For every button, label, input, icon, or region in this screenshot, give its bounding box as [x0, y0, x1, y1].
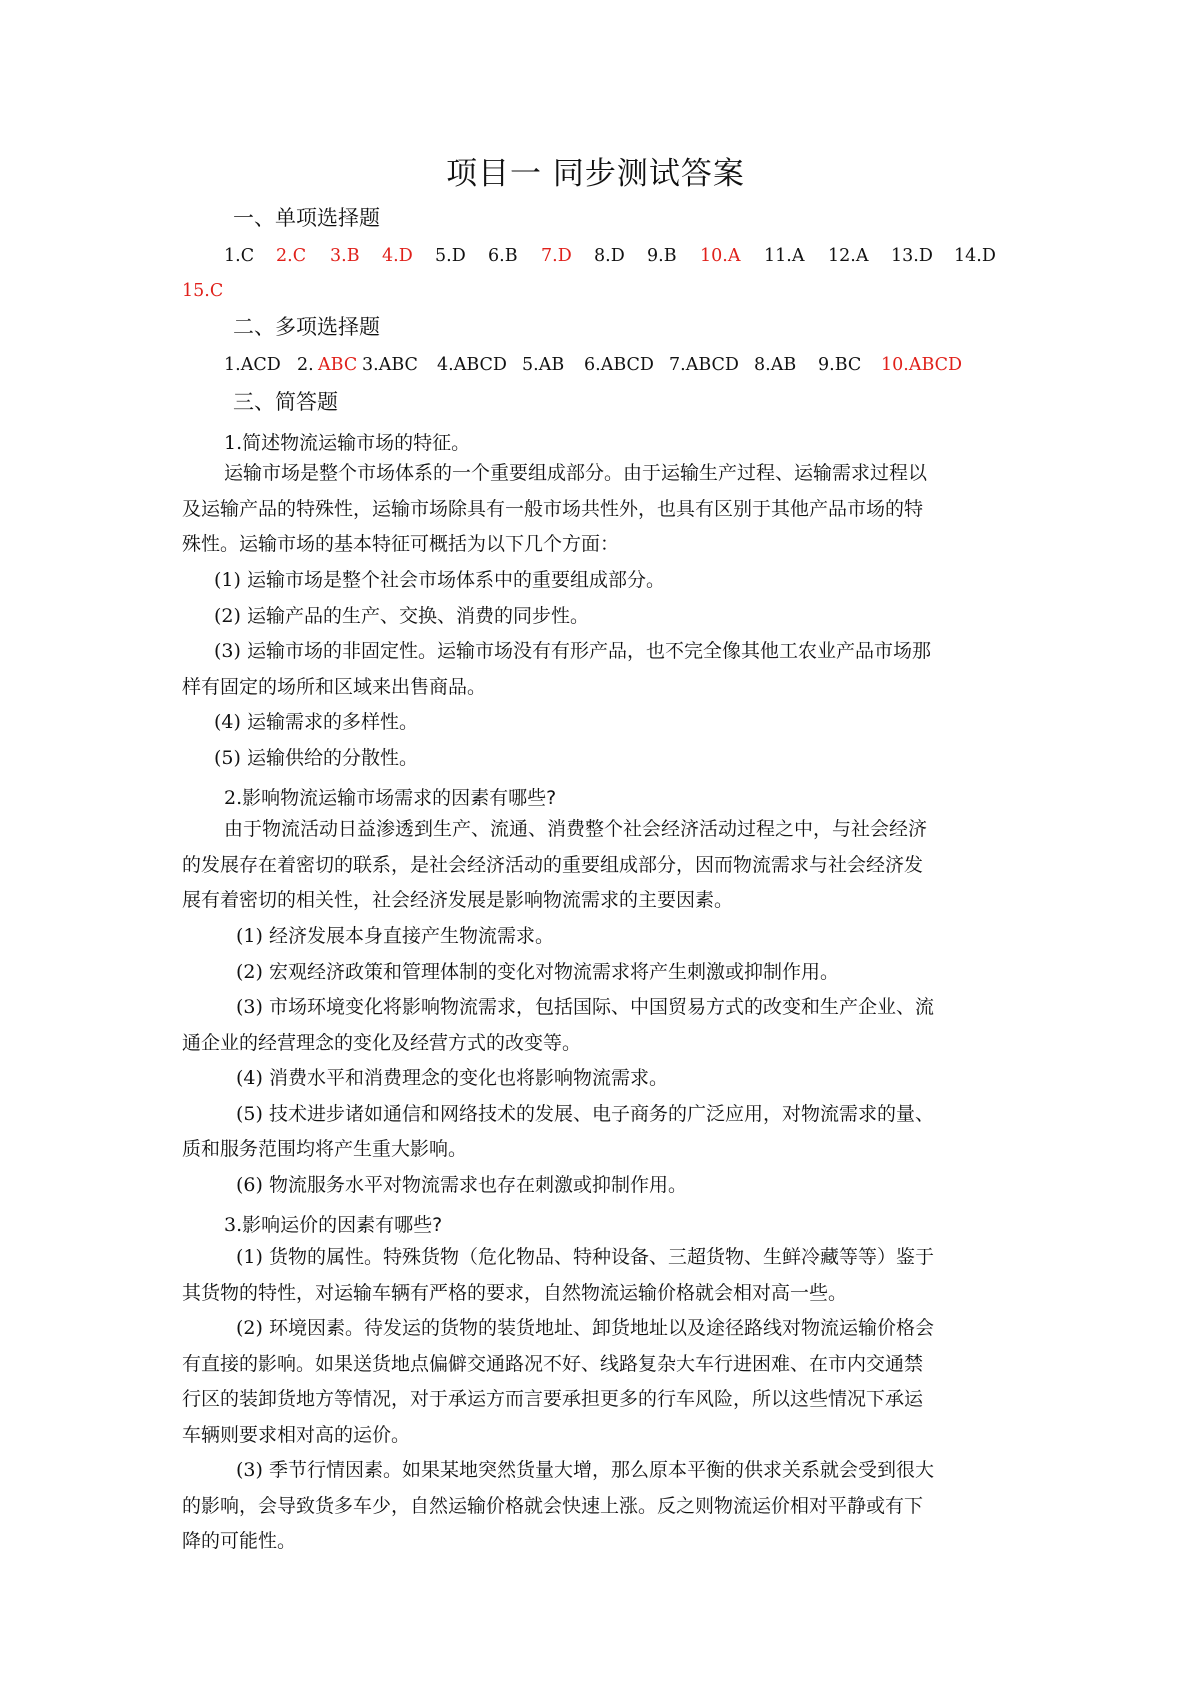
section-heading-single-choice: 一、单项选择题 — [233, 206, 380, 230]
answer-item: 5.AB — [522, 355, 565, 375]
answer-item: 2. — [297, 355, 314, 375]
q3-points — [182, 1240, 934, 1560]
paragraph-line: 展有着密切的相关性，社会经济发展是影响物流需求的主要因素。 — [182, 889, 734, 911]
list-item-continuation: 车辆则要求相对高的运价。 — [182, 1423, 411, 1446]
page-title: 项目一 同步测试答案 — [446, 156, 745, 192]
list-item: (2) 环境因素。待发运的货物的装货地址、卸货地址以及途径路线对物流运输价格会 — [236, 1317, 934, 1339]
answer-item: 6.ABCD — [584, 355, 654, 375]
answer-item: 1.ACD — [224, 355, 281, 375]
list-item: (4) 消费水平和消费理念的变化也将影响物流需求。 — [236, 1067, 668, 1089]
question-number: 3. — [224, 1214, 243, 1236]
list-item: (3) 运输市场的非固定性。运输市场没有有形产品，也不完全像其他工农业产品市场那 — [214, 640, 931, 662]
section-heading-multiple-choice: 二、多项选择题 — [233, 315, 380, 339]
answer-item: 10.A — [700, 246, 741, 266]
question-text: 简述物流运输市场的特征。 — [242, 432, 471, 454]
answer-item: 8.AB — [754, 355, 797, 375]
q1-points — [182, 563, 931, 776]
list-item-continuation: 其货物的特性，对运输车辆有严格的要求，自然物流运输价格就会相对高一些。 — [182, 1281, 848, 1304]
list-item: (1) 运输市场是整个社会市场体系中的重要组成部分。 — [214, 569, 665, 591]
answer-item: 8.D — [594, 246, 625, 266]
question-text: 影响运价的因素有哪些? — [242, 1214, 443, 1236]
list-item: (3) 季节行情因素。如果某地突然货量大增，那么原本平衡的供求关系就会受到很大 — [236, 1459, 934, 1481]
paragraph-line: 运输市场是整个市场体系的一个重要组成部分。由于运输生产过程、运输需求过程以 — [224, 462, 928, 484]
list-item: (4) 运输需求的多样性。 — [214, 711, 418, 733]
question-number: 2. — [224, 787, 243, 809]
q2-intro — [182, 812, 927, 919]
list-item: (1) 货物的属性。特殊货物（危化物品、特种设备、三超货物、生鲜冷藏等等）鉴于 — [236, 1246, 934, 1268]
answer-item: 1.C — [224, 246, 255, 266]
answer-item: 11.A — [764, 246, 805, 266]
answer-item: 13.D — [891, 246, 933, 266]
answer-item: 5.D — [435, 246, 466, 266]
list-item: (6) 物流服务水平对物流需求也存在刺激或抑制作用。 — [236, 1173, 687, 1196]
paragraph-line: 的发展存在着密切的联系，是社会经济活动的重要组成部分，因而物流需求与社会经济发 — [182, 853, 924, 876]
list-item: (5) 运输供给的分散性。 — [214, 746, 418, 769]
paragraph-line: 由于物流活动日益渗透到生产、流通、消费整个社会经济活动过程之中，与社会经济 — [224, 818, 928, 840]
list-item: (1) 经济发展本身直接产生物流需求。 — [236, 925, 554, 947]
answer-item: 4.ABCD — [437, 355, 507, 375]
list-item: (5) 技术进步诸如通信和网络技术的发展、电子商务的广泛应用，对物流需求的量、 — [236, 1102, 934, 1125]
list-item: (2) 运输产品的生产、交换、消费的同步性。 — [214, 604, 589, 627]
list-item-continuation: 的影响，会导致货多车少，自然运输价格就会快速上涨。反之则物流运价相对平静或有下 — [182, 1494, 924, 1517]
list-item-continuation: 样有固定的场所和区域来出售商品。 — [182, 675, 487, 698]
list-item: (2) 宏观经济政策和管理体制的变化对物流需求将产生刺激或抑制作用。 — [236, 960, 839, 983]
answer-item: 2.C — [276, 246, 307, 266]
paragraph-line: 殊性。运输市场的基本特征可概括为以下几个方面： — [182, 533, 620, 555]
answer-item: 15.C — [182, 281, 224, 301]
list-item-continuation: 行区的装卸货地方等情况，对于承运方而言要承担更多的行车风险，所以这些情况下承运 — [182, 1388, 924, 1410]
answer-item: 4.D — [382, 246, 413, 266]
answer-item: ABC — [318, 355, 358, 375]
list-item-continuation: 质和服务范围均将产生重大影响。 — [182, 1138, 468, 1160]
list-item-continuation: 降的可能性。 — [182, 1530, 297, 1552]
answer-item: 10.ABCD — [881, 355, 963, 375]
paragraph-line: 及运输产品的特殊性，运输市场除具有一般市场共性外，也具有区别于其他产品市场的特 — [182, 497, 924, 520]
answer-item: 6.B — [488, 246, 518, 266]
section-heading-short-answer: 三、简答题 — [233, 390, 338, 414]
question-number: 1. — [224, 432, 243, 454]
answer-item: 12.A — [828, 246, 869, 266]
answer-item: 14.D — [954, 246, 996, 266]
answer-item: 3.B — [330, 246, 360, 266]
answer-item: 7.ABCD — [669, 355, 739, 375]
list-item: (3) 市场环境变化将影响物流需求，包括国际、中国贸易方式的改变和生产企业、流 — [236, 996, 934, 1018]
list-item-continuation: 有直接的影响。如果送货地点偏僻交通路况不好、线路复杂大车行进困难、在市内交通禁 — [182, 1352, 924, 1375]
q1-intro — [182, 456, 927, 563]
list-item-continuation: 通企业的经营理念的变化及经营方式的改变等。 — [182, 1031, 582, 1054]
multiple-choice-answers-row — [0, 355, 1191, 377]
answer-item: 9.B — [647, 246, 677, 266]
question-1 — [224, 428, 470, 455]
question-text: 影响物流运输市场需求的因素有哪些? — [242, 787, 557, 809]
q2-points — [182, 919, 934, 1203]
question-2 — [224, 783, 556, 810]
single-choice-answers-row-1 — [0, 246, 1191, 268]
question-3 — [224, 1210, 442, 1237]
answer-item: 9.BC — [818, 355, 862, 375]
answer-item: 7.D — [541, 246, 572, 266]
answer-item: 3.ABC — [362, 355, 418, 375]
